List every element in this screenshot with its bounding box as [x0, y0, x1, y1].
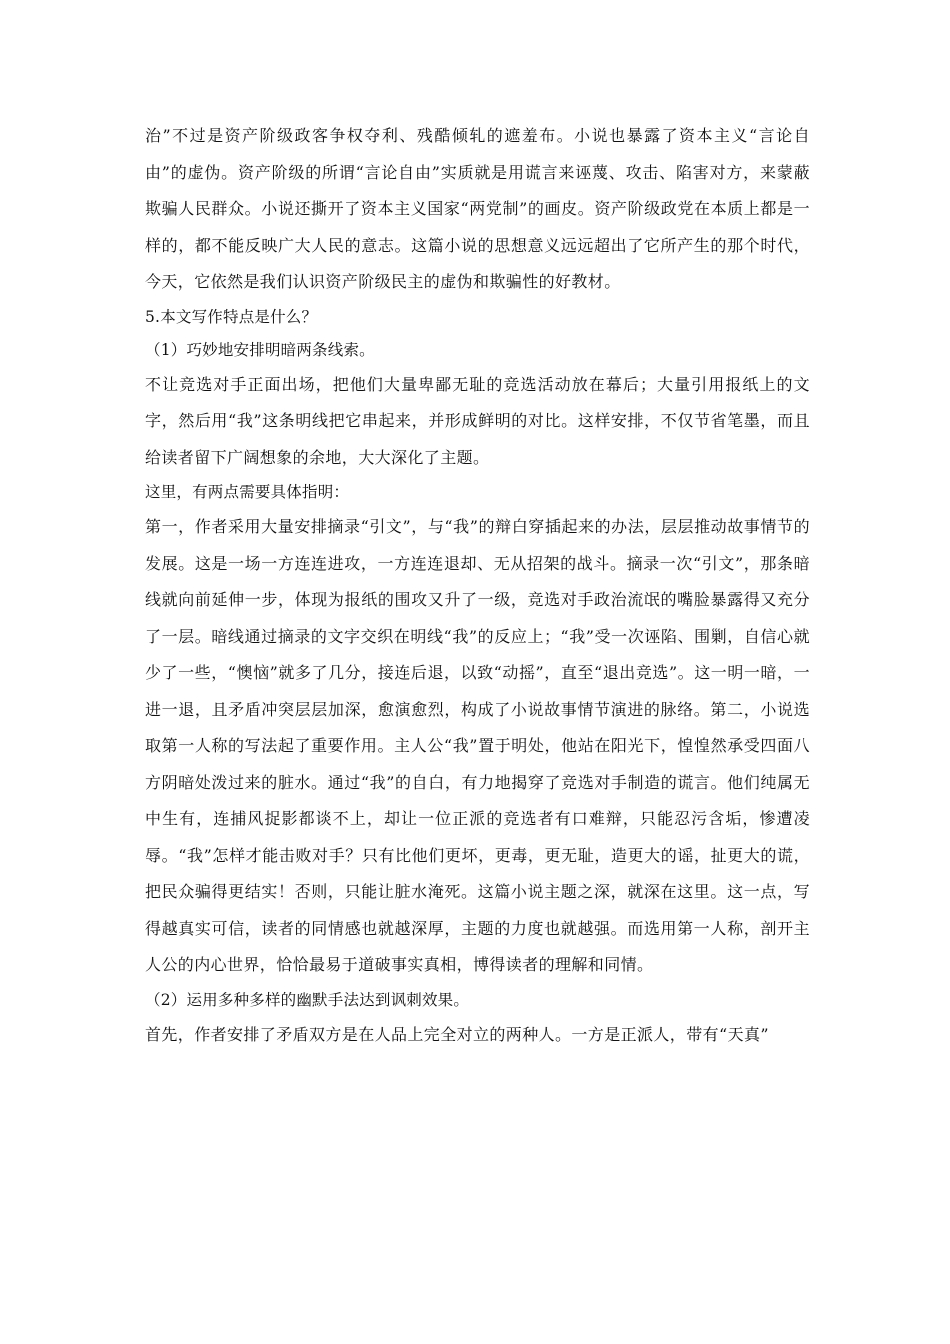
document-page	[145, 118, 810, 1053]
subheading-2: （2）运用多种多样的幽默手法达到讽刺效果。	[145, 990, 470, 1009]
body-paragraph-4: 第一，作者采用大量安排摘录“引文”，与“我”的辩白穿插起来的办法，层层推动故事情节的发展。这是一场一方连连进攻，一方连连退却、无从招架的战斗。摘录一次“引文”，那条暗线就向前延伸一步，体现为报纸的围攻又升了一级，竞选对手政治流氓的嘴脸暴露得又充分了一层。暗线通过摘录的文字交织在明线“我”的反应上；“我”受一次诬陷、围剿，自信心就少了一些，“懊恼”就多了几分，接连后退，以致“动摇”，直至“退出竞选”。这一明一暗，一进一退，且矛盾冲突层层加深，愈演愈烈，构成了小说故事情节演进的脉络。第二，小说选取第一人称的写法起了重要作用。主人公“我”置于明处，他站在阳光下，惶惶然承受四面八方阴暗处泼过来的脏水。通过“我”的自白，有力地揭穿了竞选对手制造的谎言。他们纯属无中生有，连捕风捉影都谈不上，却让一位正派的竞选者有口难辩，只能忍污含垢，惨遭凌辱。“我”怎样才能击败对手？只有比他们更坏，更毒，更无耻，造更大的谣，扯更大的谎，把民众骗得更结实！否则，只能让脏水淹死。这篇小说主题之深，就深在这里。这一点，写得越真实可信，读者的同情感也就越深厚，主题的力度也就越强。而选用第一人称，剖开主人公的内心世界，恰恰最易于道破事实真相，博得读者的理解和同情。	[145, 517, 810, 974]
body-paragraph-2: 不让竞选对手正面出场，把他们大量卑鄙无耻的竞选活动放在幕后；大量引用报纸上的文字，然后用“我”这条明线把它串起来，并形成鲜明的对比。这样安排，不仅节省笔墨，而且给读者留下广阔想象的余地，大大深化了主题。	[145, 374, 810, 467]
body-paragraph-3: 这里，有两点需要具体指明：	[145, 483, 350, 501]
question-heading-5: 5.本文写作特点是什么？	[145, 307, 318, 326]
body-paragraph-1: 治”不过是资产阶级政客争权夺利、残酷倾轧的遮羞布。小说也暴露了资本主义“言论自由”的虚伪。资产阶级的所谓“言论自由”实质就是用谎言来诬蔑、攻击、陷害对方，来蒙蔽欺骗人民群众。小说还撕开了资本主义国家“两党制”的画皮。资产阶级政党在本质上都是一样的，都不能反映广大人民的意志。这篇小说的思想意义远远超出了它所产生的那个时代，今天，它依然是我们认识资产阶级民主的虚伪和欺骗性的好教材。	[145, 126, 810, 291]
body-paragraph-5: 首先，作者安排了矛盾双方是在人品上完全对立的两种人。一方是正派人，带有“天真”	[145, 1024, 769, 1044]
subheading-1: （1）巧妙地安排明暗两条线索。	[145, 340, 375, 359]
